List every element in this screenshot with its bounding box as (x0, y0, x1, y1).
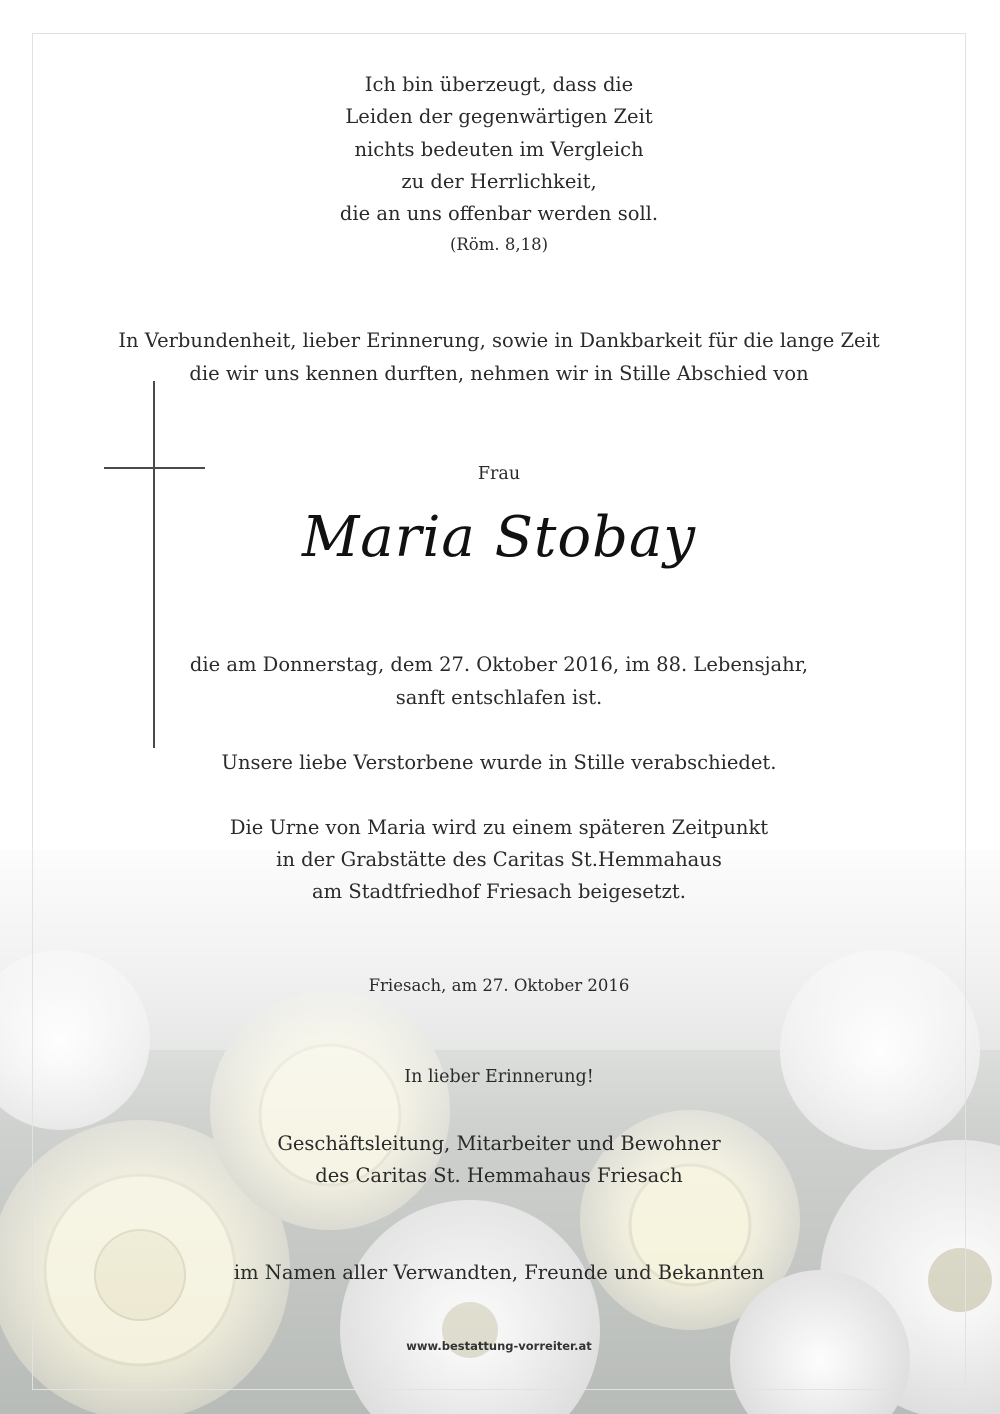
mourners-line: des Caritas St. Hemmahaus Friesach (315, 1164, 683, 1187)
farewell-text: Unsere liebe Verstorbene wurde in Stille verabschiedet. (221, 751, 777, 774)
verse-line: Leiden der gegenwärtigen Zeit (345, 105, 653, 128)
intro-line: die wir uns kennen durften, nehmen wir in Stille Abschied von (189, 362, 809, 385)
death-notice-line: die am Donnerstag, dem 27. Oktober 2016, im 88. Lebensjahr, (189, 653, 809, 676)
remembrance-text: In lieber Erinnerung! (404, 1067, 594, 1087)
relatives-text: im Namen aller Verwandten, Freunde und Bekannten (233, 1261, 765, 1284)
deceased-name: Maria Stobay (301, 505, 697, 570)
verse-line: nichts bedeuten im Vergleich (354, 138, 644, 161)
urn-line: in der Grabstätte des Caritas St.Hemmahaus (276, 848, 722, 871)
urn-line: Die Urne von Maria wird zu einem späteren Zeitpunkt (229, 816, 769, 839)
urn-line: am Stadtfriedhof Friesach beigesetzt. (312, 880, 686, 903)
intro-line: In Verbundenheit, lieber Erinnerung, sowie in Dankbarkeit für die lange Zeit (118, 329, 880, 352)
verse-line: Ich bin überzeugt, dass die (364, 73, 634, 96)
place-date: Friesach, am 27. Oktober 2016 (368, 976, 630, 995)
salutation: Frau (477, 464, 521, 484)
website-link[interactable]: www.bestattung-vorreiter.at (406, 1339, 592, 1353)
mourners-line: Geschäftsleitung, Mitarbeiter und Bewohner (277, 1132, 721, 1155)
verse-reference: (Röm. 8,18) (449, 235, 549, 254)
verse-line: zu der Herrlichkeit, (401, 170, 597, 193)
death-notice-line: sanft entschlafen ist. (395, 686, 603, 709)
verse-line: die an uns offenbar werden soll. (339, 202, 659, 225)
